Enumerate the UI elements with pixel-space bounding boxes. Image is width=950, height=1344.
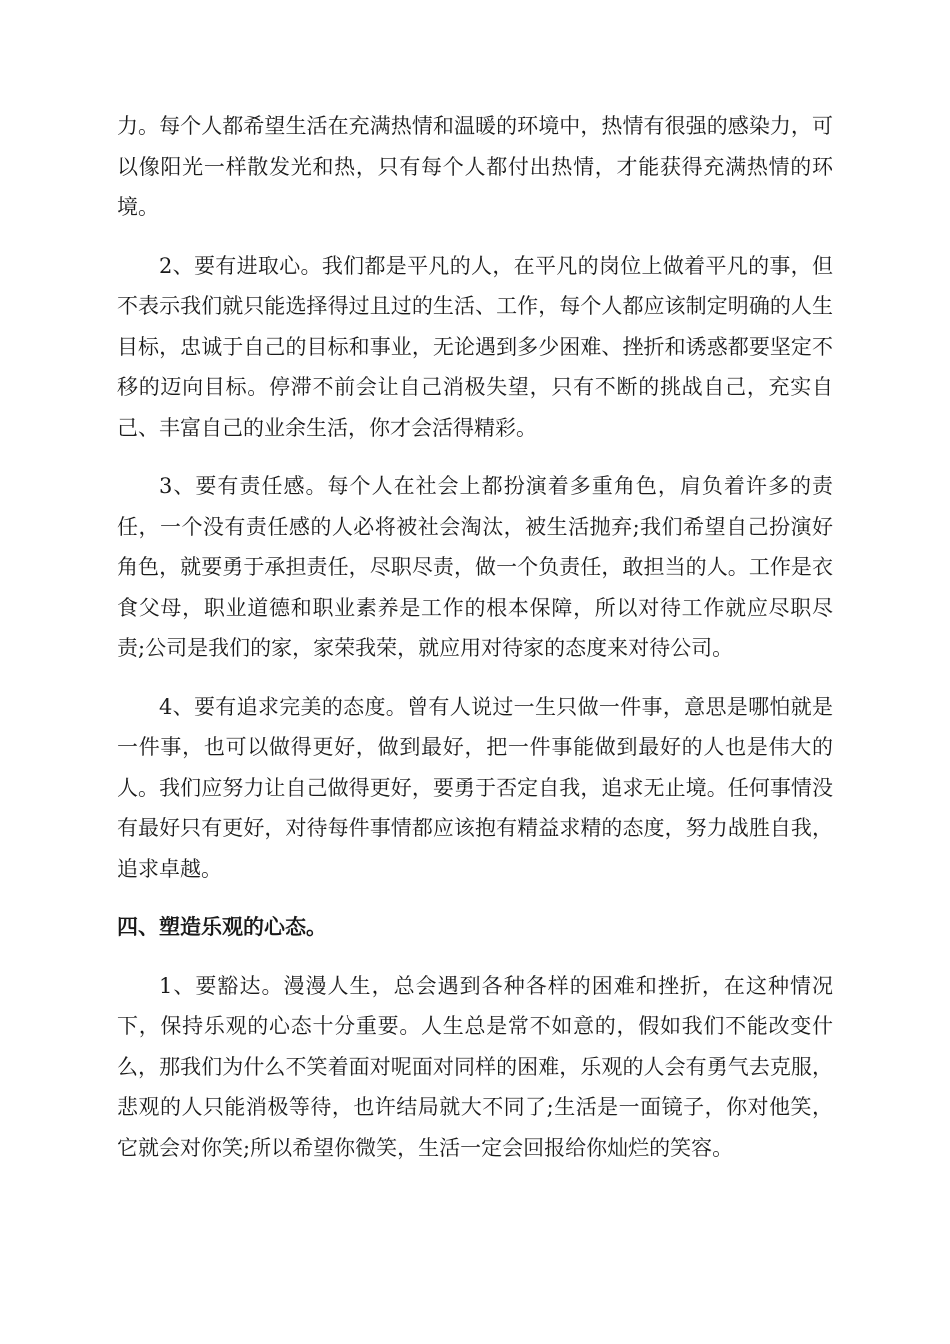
section-heading: 四、塑造乐观的心态。 (117, 915, 327, 939)
paragraph-open-mindedness: 1、要豁达。漫漫人生，总会遇到各种各样的困难和挫折，在这种情况下，保持乐观的心态十分重要。人生总是常不如意的，假如我们不能改变什么，那我们为什么不笑着面对呢面对同样的困难，乐观的人会有勇气去克服，悲观的人只能消极等待，也许结局就大不同了;生活是一面镜子，你对他笑，它就会对你笑;所以希望你微笑，生活一定会回报给你灿烂的笑容。 (117, 973, 833, 1160)
paragraph-continuation: 力。每个人都希望生活在充满热情和温暖的环境中，热情有很强的感染力，可以像阳光一样散发光和热，只有每个人都付出热情，才能获得充满热情的环境。 (117, 114, 833, 219)
paragraph-ambition: 2、要有进取心。我们都是平凡的人，在平凡的岗位上做着平凡的事，但不表示我们就只能选择得过且过的生活、工作，每个人都应该制定明确的人生目标，忠诚于自己的目标和事业，无论遇到多少困难、挫折和诱惑都要坚定不移的迈向目标。停滞不前会让自己消极失望，只有不断的挑战自己，充实自己、丰富自己的业余生活，你才会活得精彩。 (117, 253, 833, 440)
document-page (117, 106, 833, 1186)
paragraph-perfection: 4、要有追求完美的态度。曾有人说过一生只做一件事，意思是哪怕就是一件事，也可以做得更好，做到最好，把一件事能做到最好的人也是伟大的人。我们应努力让自己做得更好，要勇于否定自我，追求无止境。任何事情没有最好只有更好，对待每件事情都应该抱有精益求精的态度，努力战胜自我，追求卓越。 (117, 694, 833, 881)
paragraph-responsibility: 3、要有责任感。每个人在社会上都扮演着多重角色，肩负着许多的责任，一个没有责任感的人必将被社会淘汰，被生活抛弃;我们希望自己扮演好角色，就要勇于承担责任，尽职尽责，做一个负责任，敢担当的人。工作是衣食父母，职业道德和职业素养是工作的根本保障，所以对待工作就应尽职尽责;公司是我们的家，家荣我荣，就应用对待家的态度来对待公司。 (117, 474, 833, 660)
